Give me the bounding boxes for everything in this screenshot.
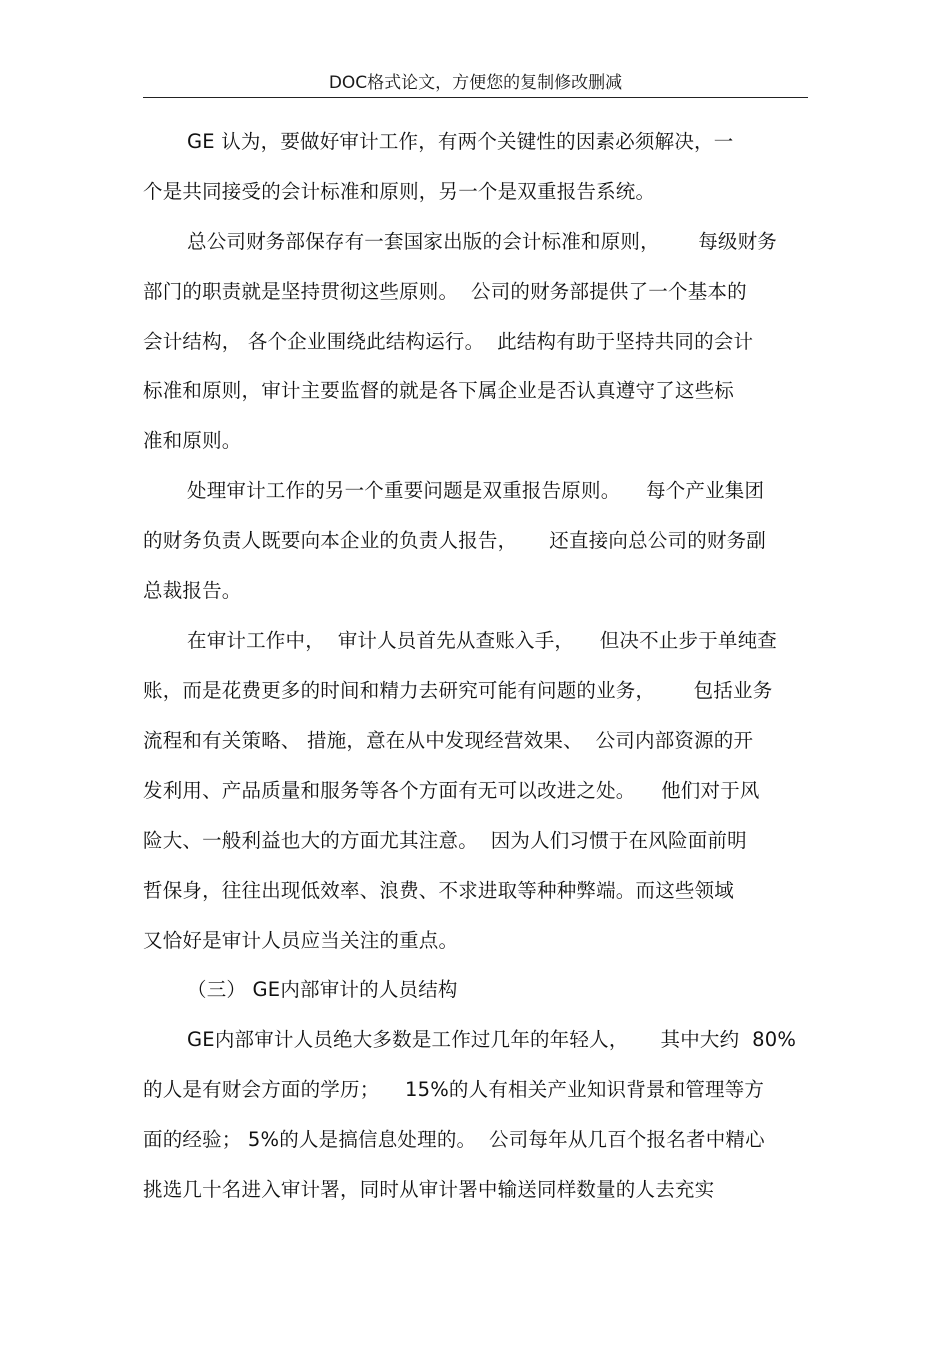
- paragraph-line: 准和原则。: [143, 429, 242, 452]
- page-header: DOC格式论文，方便您的复制修改删减: [328, 73, 623, 93]
- paragraph-line: 险大、一般利益也大的方面尤其注意。 因为人们习惯于在风险面前明: [143, 829, 747, 852]
- paragraph-line: GE内部审计人员绝大多数是工作过几年的年轻人， 其中大约 80%: [187, 1028, 797, 1051]
- paragraph-line: 又恰好是审计人员应当关注的重点。: [143, 929, 459, 952]
- paragraph-line: GE 认为，要做好审计工作，有两个关键性的因素必须解决，一: [187, 130, 734, 153]
- paragraph-line: 挑选几十名进入审计署，同时从审计署中输送同样数量的人去充实: [143, 1178, 715, 1201]
- paragraph-line: 流程和有关策略、 措施，意在从中发现经营效果、 公司内部资源的开: [143, 729, 754, 752]
- paragraph-line: 处理审计工作的另一个重要问题是双重报告原则。 每个产业集团: [187, 479, 765, 502]
- paragraph-line: 账，而是花费更多的时间和精力去研究可能有问题的业务， 包括业务: [143, 679, 773, 702]
- paragraph-line: 会计结构， 各个企业围绕此结构运行。 此结构有助于坚持共同的会计: [143, 330, 754, 353]
- section-heading: （三） GE内部审计的人员结构: [187, 978, 458, 1001]
- paragraph-line: 总裁报告。: [143, 579, 242, 602]
- paragraph-line: 面的经验； 5%的人是搞信息处理的。 公司每年从几百个报名者中精心: [143, 1128, 765, 1151]
- paragraph-line: 标准和原则，审计主要监督的就是各下属企业是否认真遵守了这些标: [143, 379, 735, 402]
- paragraph-line: 个是共同接受的会计标准和原则，另一个是双重报告系统。: [143, 180, 656, 203]
- paragraph-line: 发利用、产品质量和服务等各个方面有无可以改进之处。 他们对于风: [143, 779, 760, 802]
- paragraph-line: 的财务负责人既要向本企业的负责人报告， 还直接向总公司的财务副: [143, 529, 766, 552]
- paragraph-line: 总公司财务部保存有一套国家出版的会计标准和原则， 每级财务: [187, 230, 777, 253]
- paragraph-line: 部门的职责就是坚持贯彻这些原则。 公司的财务部提供了一个基本的: [143, 280, 747, 303]
- paragraph-line: 的人是有财会方面的学历； 15%的人有相关产业知识背景和管理等方: [143, 1078, 765, 1101]
- paragraph-line: 哲保身，往往出现低效率、浪费、不求进取等种种弊端。而这些领域: [143, 879, 735, 902]
- header-rule: [143, 97, 808, 98]
- paragraph-line: 在审计工作中， 审计人员首先从查账入手， 但决不止步于单纯查: [187, 629, 777, 652]
